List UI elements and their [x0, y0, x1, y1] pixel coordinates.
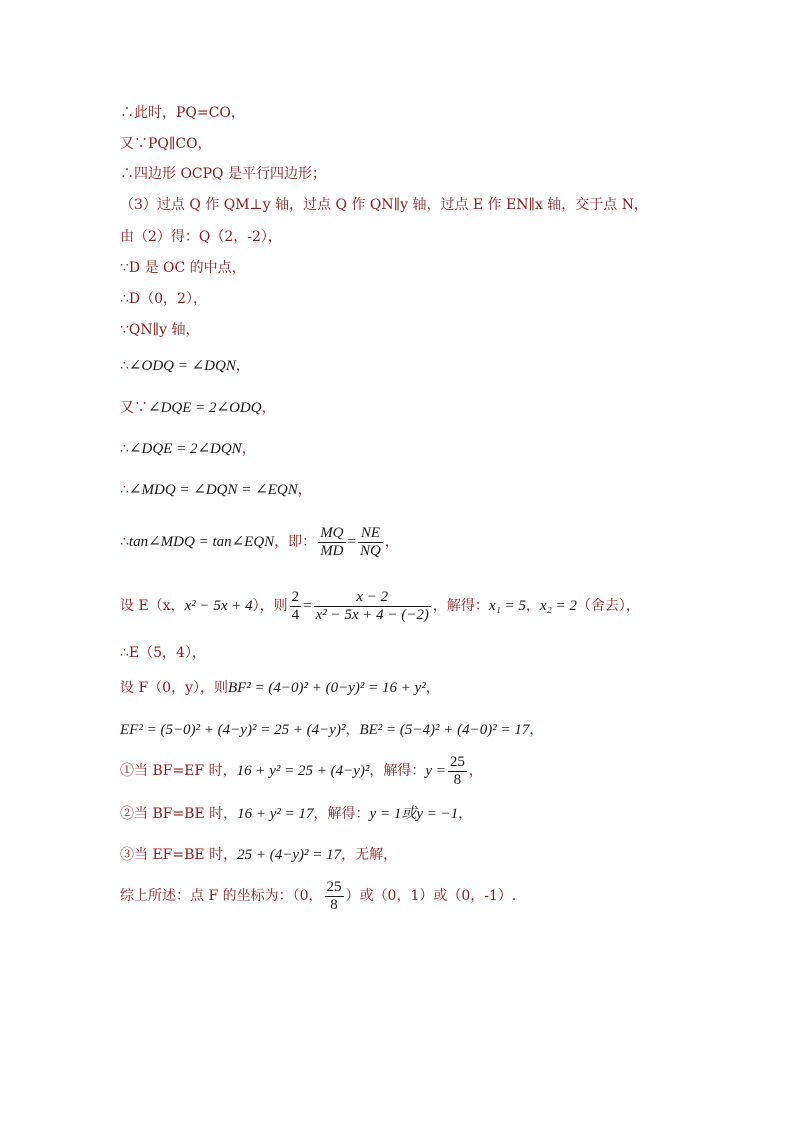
suffix: ，	[384, 534, 399, 550]
text-line-9	[120, 356, 250, 376]
solve-text: ，解得：	[369, 763, 426, 779]
equals-sign: =	[347, 534, 356, 550]
equals-sign: =	[303, 598, 312, 614]
y-equals: y =	[425, 763, 446, 779]
text-line-16	[120, 678, 440, 698]
numerator: x − 2	[356, 588, 389, 605]
math-expression-be: BE² = (5−4)² + (4−0)² = 17	[359, 722, 530, 738]
text-line-13	[120, 524, 399, 560]
numerator: 25	[449, 753, 465, 770]
solutions: y = 1或y = −1	[369, 806, 459, 822]
suffix: （舍去），	[576, 598, 640, 614]
math-expression: BF² = (4−0)² + (0−y)² = 16 + y²	[227, 680, 426, 696]
fraction-ne-nq	[358, 525, 383, 560]
connector-text: ，即：	[274, 534, 317, 550]
text-line-2: 又∵PQ∥CO，	[120, 136, 212, 152]
fraction-25-8	[448, 754, 467, 789]
text-line-3: ∴四边形 OCPQ 是平行四边形；	[120, 166, 326, 182]
text-line-7: ∴D（0，2），	[120, 291, 207, 307]
denominator: NQ	[359, 542, 381, 559]
suffix: ，	[297, 482, 312, 498]
math-expression: ∠DQE = 2∠ODQ	[148, 400, 262, 416]
text-line-4: （3）过点 Q 作 QM⊥y 轴，过点 Q 作 QN∥y 轴，过点 E 作 EN∥x 轴，交于点 N，	[120, 197, 649, 213]
solve-text: ，解得：	[432, 598, 489, 614]
text-line-17	[120, 720, 543, 740]
text-line-5: 由（2）得：Q（2，-2），	[120, 229, 282, 245]
prefix: 设 E（x，	[120, 598, 185, 614]
denominator: x² − 5x + 4 − (−2)	[315, 606, 429, 623]
text-line-12	[120, 480, 312, 500]
prefix: 设 F（0，y），则	[120, 680, 228, 696]
fraction-mq-md	[318, 525, 345, 560]
text-line-15: ∴E（5，4），	[120, 645, 206, 661]
math-expression: tan∠MDQ = tan∠EQN	[128, 534, 275, 550]
suffix: ，	[425, 680, 440, 696]
conclusion-suffix: ）或（0，1）或（0，-1）.	[345, 888, 517, 904]
prefix: ∴	[120, 441, 129, 457]
prefix: ∴	[120, 358, 129, 374]
separator: ，	[525, 598, 540, 614]
text-line-8: ∵QN∥y 轴，	[120, 322, 200, 338]
numerator: 25	[326, 878, 342, 895]
prefix: ∴	[120, 534, 129, 550]
math-expression: ∠DQE = 2∠DQN	[128, 441, 242, 457]
suffix: ，	[468, 763, 483, 779]
suffix: ，无解，	[341, 847, 398, 863]
prefix: ∴	[120, 482, 129, 498]
numerator: MQ	[320, 524, 344, 541]
prefix: 又∵	[120, 400, 148, 416]
connector-text: ），则	[252, 598, 288, 614]
math-expression-ef: EF² = (5−0)² + (4−y)² = 25 + (4−y)²	[120, 722, 346, 738]
math-expression: 16 + y² = 17	[237, 806, 314, 822]
solution-x1: x₁ = 5	[488, 598, 526, 614]
text-line-19	[120, 804, 472, 824]
math-expression: ∠ODQ = ∠DQN	[128, 358, 236, 374]
math-expression: x² − 5x + 4	[184, 598, 253, 614]
case-label: ③当 EF=BE 时，	[120, 847, 238, 863]
solution-x2: x₂ = 2	[539, 598, 577, 614]
fraction-expression	[314, 589, 431, 624]
text-line-14	[120, 588, 640, 624]
numerator: NE	[360, 524, 380, 541]
suffix: ，	[241, 441, 256, 457]
suffix: ，	[235, 358, 250, 374]
text-line-1: ∴此时，PQ=CO，	[120, 105, 245, 121]
numerator: 2	[291, 588, 300, 605]
suffix: ，	[529, 722, 544, 738]
solve-text: ，解得：	[313, 806, 370, 822]
conclusion-text: 综上所述：点 F 的坐标为：（0，	[120, 888, 323, 904]
suffix: ，	[458, 806, 473, 822]
case-label: ②当 BF=BE 时，	[120, 806, 238, 822]
text-line-21	[120, 878, 516, 914]
denominator: 8	[448, 771, 467, 789]
text-line-10	[120, 398, 276, 418]
denominator: 4	[291, 606, 300, 623]
math-expression: ∠MDQ = ∠DQN = ∠EQN	[128, 482, 298, 498]
fraction-two-fourths	[290, 589, 302, 624]
denominator: 8	[325, 896, 344, 914]
suffix: ，	[261, 400, 276, 416]
case-label: ①当 BF=EF 时，	[120, 763, 237, 779]
fraction-25-8	[325, 879, 344, 914]
text-line-6: ∵D 是 OC 的中点，	[120, 260, 246, 276]
text-line-18	[120, 753, 483, 789]
text-line-11	[120, 439, 256, 459]
math-expression: 16 + y² = 25 + (4−y)²	[236, 763, 370, 779]
denominator: MD	[320, 542, 344, 559]
separator: ，	[345, 722, 360, 738]
math-expression: 25 + (4−y)² = 17	[237, 847, 342, 863]
text-line-20	[120, 845, 397, 865]
